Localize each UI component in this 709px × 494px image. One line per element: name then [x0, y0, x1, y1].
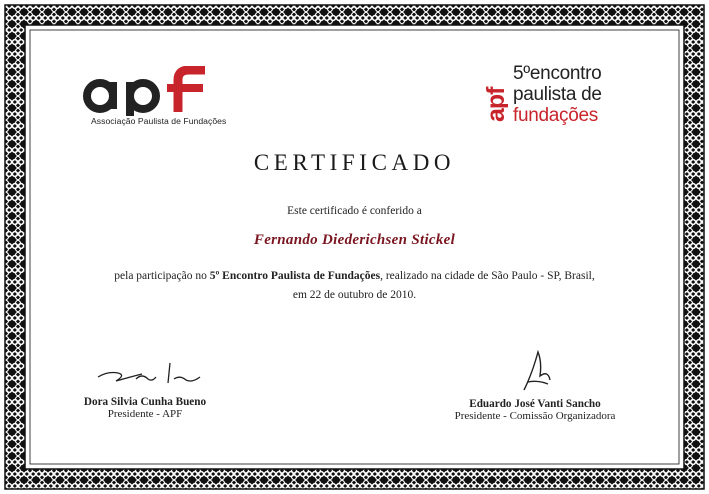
participation-text	[0, 270, 709, 282]
signatory-name: Dora Silvia Cunha Bueno	[83, 396, 207, 408]
certificate-title: CERTIFICADO	[253, 150, 456, 175]
date-line: em 22 de outubro de 2010.	[292, 289, 417, 301]
participation-suffix: , realizado na cidade de São Paulo - SP, Brasil,	[380, 270, 595, 282]
intro-text: Este certificado é conferido a	[287, 205, 422, 217]
apf-logo	[83, 66, 233, 128]
recipient-name: Fernando Diederichsen Stickel	[253, 232, 456, 248]
signature-right	[518, 346, 558, 394]
signature-block-left	[50, 396, 240, 420]
apf-logo-subtitle: Associação Paulista de Fundações	[91, 116, 227, 126]
encontro-line-1: 5ºencontro	[513, 63, 602, 84]
signature-block-right	[430, 398, 640, 422]
signature-left	[96, 355, 206, 391]
event-name: 5º Encontro Paulista de Fundações	[209, 270, 381, 282]
signatory-role: Presidente - Comissão Organizadora	[454, 410, 616, 422]
encontro-logo-mark	[478, 62, 508, 124]
signatory-role: Presidente - APF	[107, 408, 183, 420]
encontro-line-2: paulista de	[513, 84, 602, 105]
encontro-logo	[478, 62, 628, 132]
svg-text:apf: apf	[482, 87, 508, 122]
signatory-name: Eduardo José Vanti Sancho	[469, 398, 601, 410]
encontro-line-3: fundações	[513, 105, 598, 126]
participation-prefix: pela participação no	[114, 270, 210, 282]
apf-logo-mark	[83, 66, 233, 116]
